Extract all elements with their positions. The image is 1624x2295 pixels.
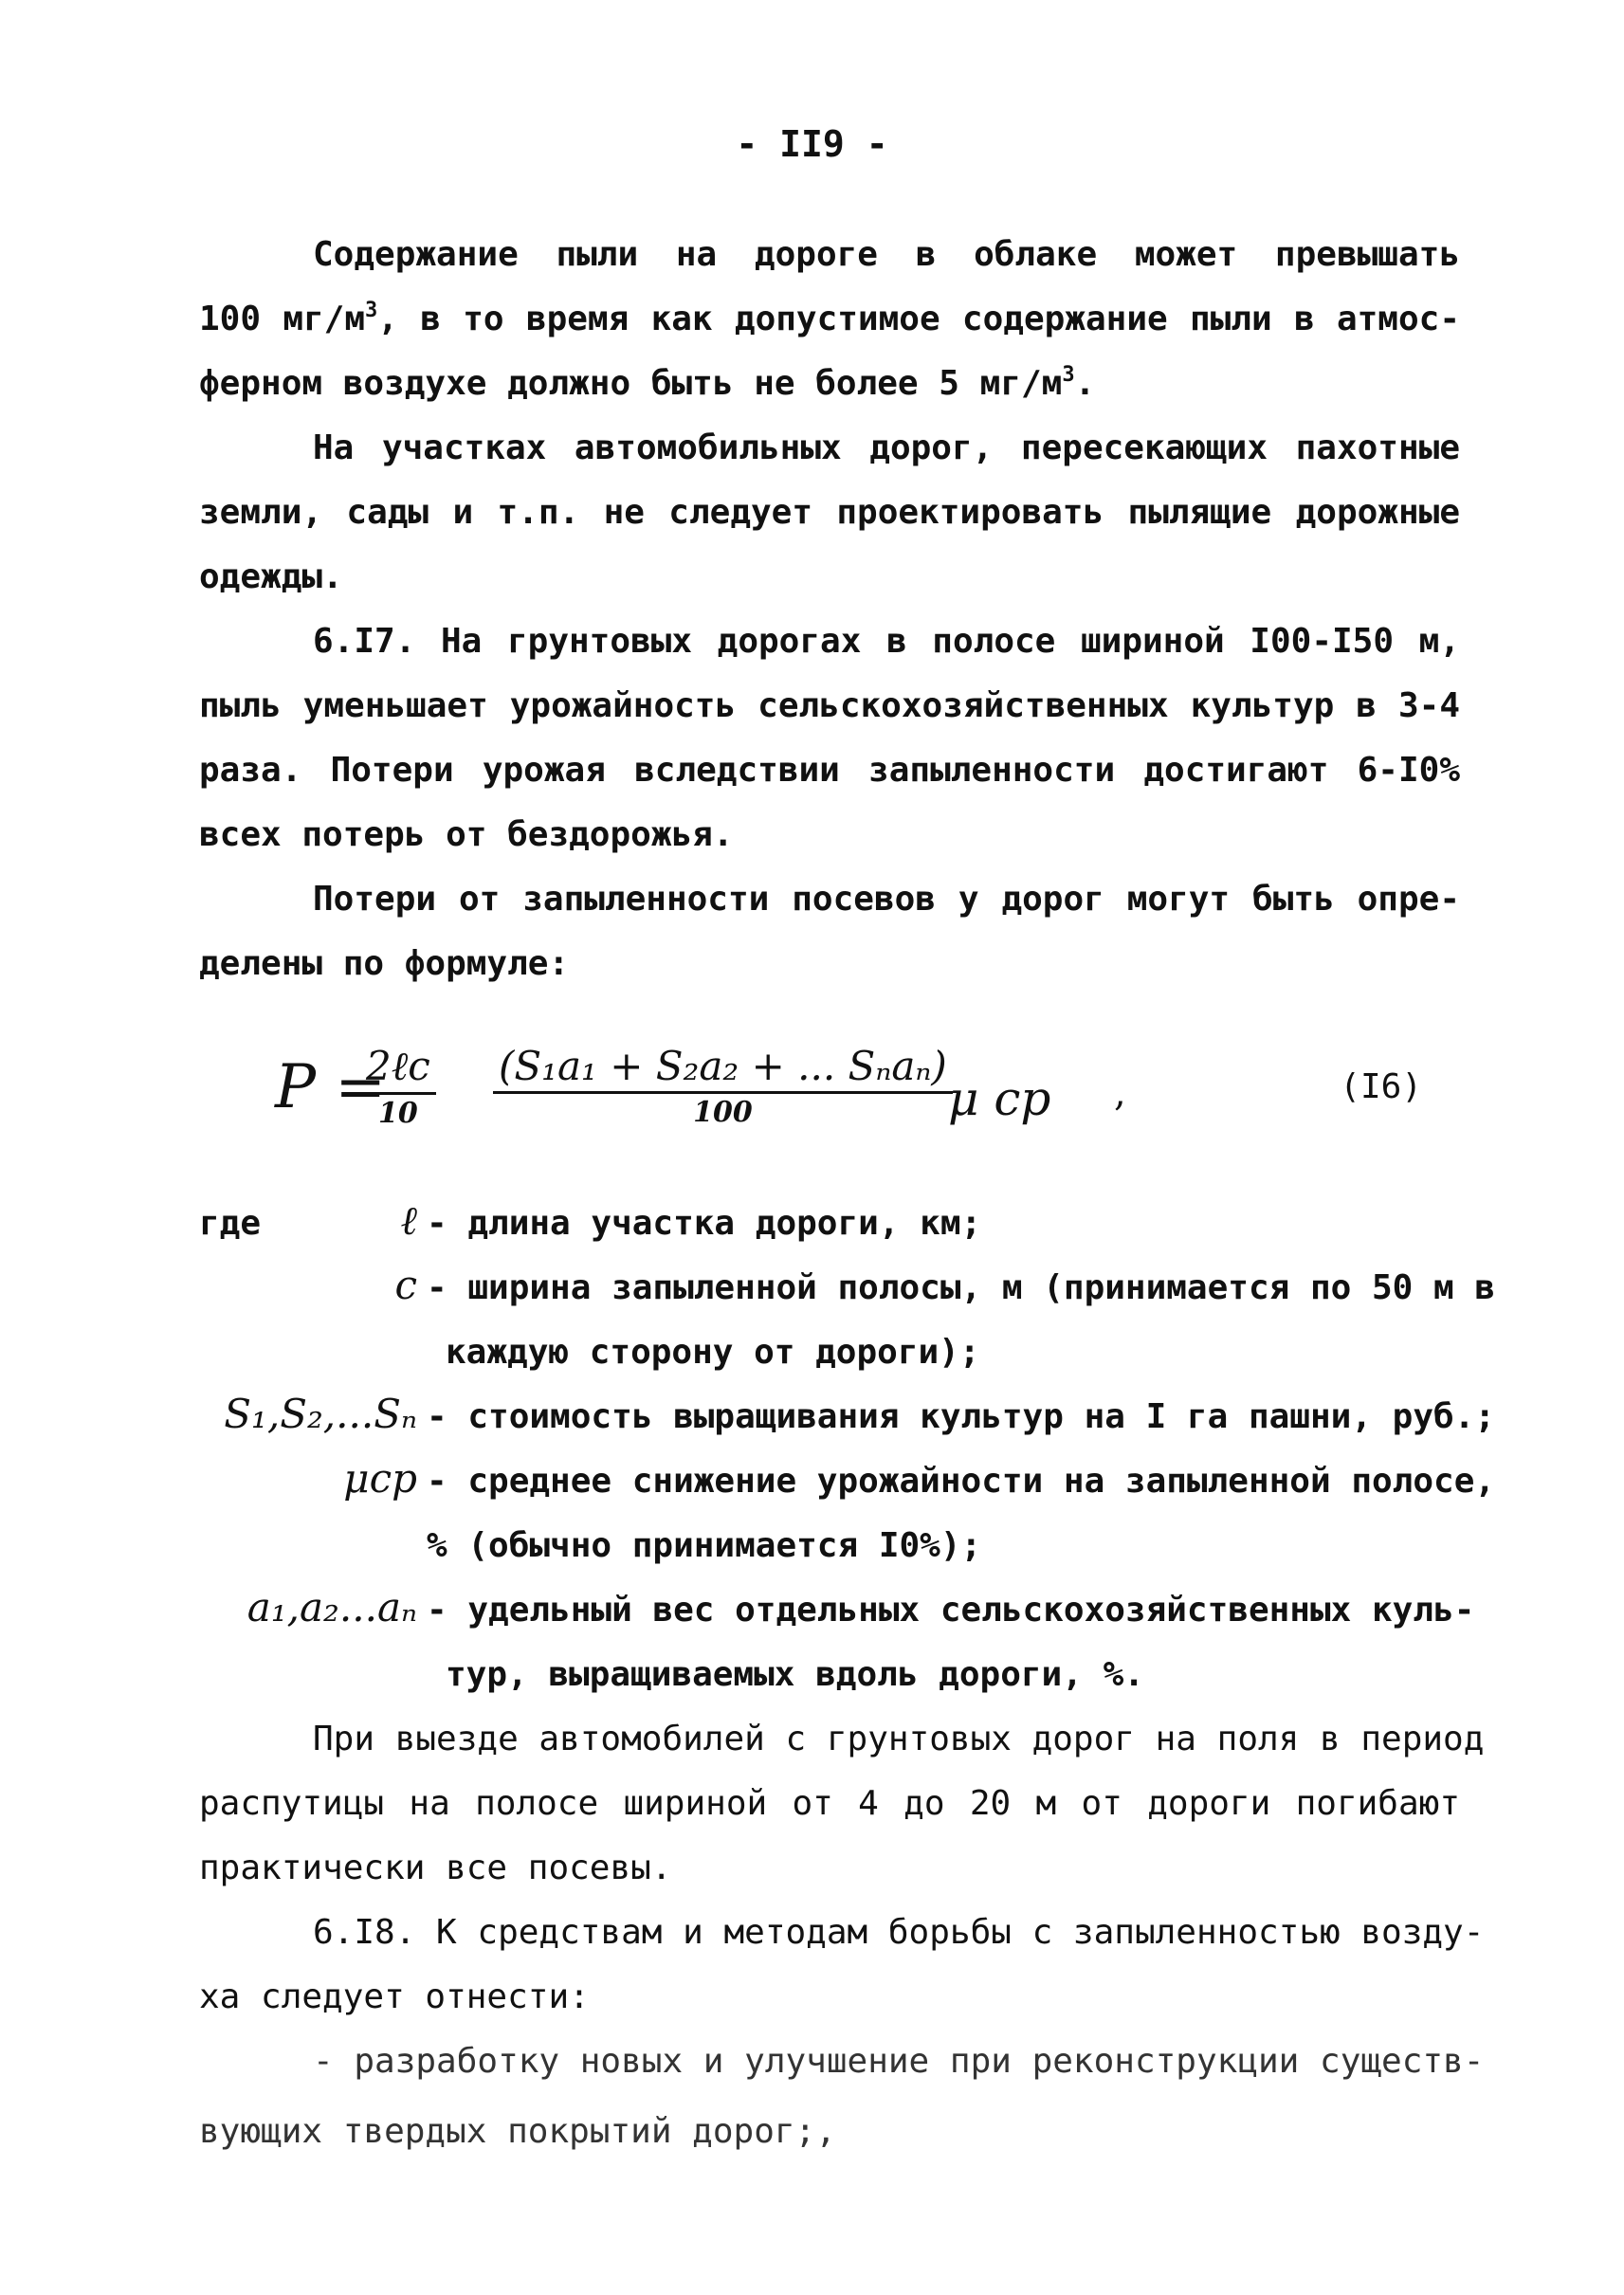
- definition-1-symbol: ℓ: [400, 1197, 417, 1244]
- definition-2-text-1: - ширина запыленной полосы, м (принимается по 50 м в: [427, 1268, 1496, 1307]
- paragraph-4-line-1: Потери от запыленности посевов у дорог могут быть опре-: [313, 880, 1460, 919]
- formula-16: [275, 1033, 1469, 1166]
- paragraph-1-line-1: Содержание пыли на дороге в облаке может превышать: [313, 235, 1460, 274]
- formula-fraction-1-numerator: 2ℓc: [360, 1043, 436, 1095]
- definition-4-text-2: % (обычно принимается I0%);: [427, 1526, 982, 1565]
- formula-fraction-2-denominator: 100: [693, 1096, 753, 1129]
- paragraph-5-line-2: распутицы на полосе шириной от 4 до 20 м от дороги погибают: [199, 1784, 1460, 1823]
- definition-3-symbol: S₁,S₂,...Sₙ: [224, 1391, 417, 1437]
- definition-2-symbol: c: [394, 1262, 417, 1308]
- definition-1-text: - длина участка дороги, км;: [427, 1204, 982, 1243]
- formula-fraction-2-numerator: (S₁a₁ + S₂a₂ + ... Sₙaₙ): [493, 1043, 953, 1094]
- paragraph-5-line-1: При выезде автомобилей с грунтовых дорог на поля в период: [313, 1720, 1485, 1758]
- formula-comma: ,: [1114, 1071, 1126, 1115]
- definition-3-text: - стоимость выращивания культур на I га пашни, руб.;: [427, 1397, 1496, 1436]
- paragraph-2-line-1: На участках автомобильных дорог, пересекающих пахотные: [313, 428, 1460, 467]
- paragraph-1-line-2: 100 $мг/м^3$, в то время как допустимое содержание пыли в атмос-: [199, 299, 1461, 338]
- paragraph-7-line-1: - разработку новых и улучшение при реконструкции существ-: [313, 2042, 1485, 2081]
- paragraph-6-line-2: ха следует отнести:: [199, 1977, 590, 2016]
- formula-fraction-1-denominator: 10: [378, 1097, 418, 1130]
- formula-fraction-1: [360, 1043, 436, 1130]
- paragraph-5-line-3: практически все посевы.: [199, 1849, 672, 1887]
- definition-5-text-1: - удельный вес отдельных сельскохозяйственных куль-: [427, 1591, 1475, 1630]
- formula-fraction-2: [493, 1043, 953, 1129]
- definition-5-symbol: a₁,a₂...aₙ: [246, 1584, 417, 1630]
- paragraph-3-line-1: 6.I7. На грунтовых дорогах в полосе шириной I00-I50 м,: [313, 622, 1460, 661]
- paragraph-3-line-2: пыль уменьшает урожайность сельскохозяйственных культур в 3-4: [199, 686, 1460, 725]
- where-label: где: [199, 1204, 262, 1243]
- formula-lhs: P =: [275, 1052, 387, 1122]
- formula-mu: μ ср: [948, 1071, 1051, 1126]
- formula-number: (I6): [1340, 1067, 1422, 1106]
- paragraph-3-line-3: раза. Потери урожая вследствии запыленности достигают 6-I0%: [199, 751, 1460, 790]
- paragraph-6-line-1: 6.I8. К средствам и методам борьбы с запыленностью возду-: [313, 1913, 1485, 1952]
- definition-4-symbol: μср: [343, 1455, 417, 1502]
- paragraph-7-line-2: вующих твердых покрытий дорог;,: [199, 2112, 836, 2151]
- definition-2-text-2: каждую сторону от дороги);: [446, 1333, 980, 1372]
- paragraph-3-line-4: всех потерь от бездорожья.: [199, 815, 734, 854]
- paragraph-2-line-2: земли, сады и т.п. не следует проектировать пылящие дорожные: [199, 493, 1460, 532]
- definition-4-text-1: - среднее снижение урожайности на запыленной полосе,: [427, 1462, 1496, 1501]
- definition-5-text-2: тур, выращиваемых вдоль дороги, %.: [446, 1655, 1144, 1694]
- page-number: - II9 -: [736, 123, 888, 165]
- paragraph-2-line-3: одежды.: [199, 557, 343, 596]
- paragraph-4-line-2: делены по формуле:: [199, 944, 570, 983]
- paragraph-1-line-3: ферном воздухе должно быть не более 5 $мг/м^3$.: [199, 363, 1096, 403]
